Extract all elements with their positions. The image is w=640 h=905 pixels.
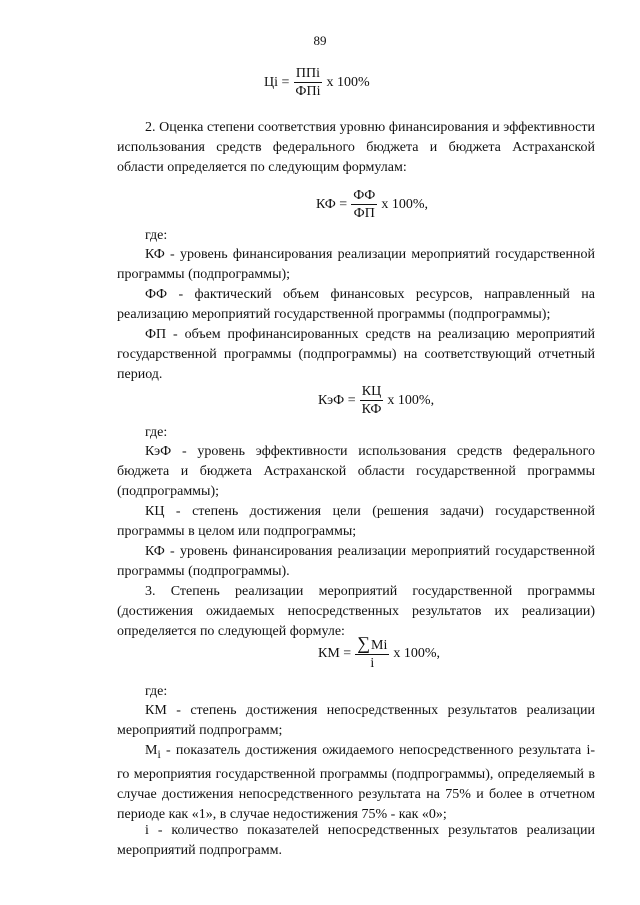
formula-numerator: КЦ <box>361 384 382 399</box>
formula-lhs: Цi = <box>264 74 290 90</box>
formula-numerator: ФФ <box>353 188 376 203</box>
page-number: 89 <box>313 33 327 48</box>
formula-denominator: КФ <box>361 402 382 417</box>
formula-tail: x 100%, <box>393 645 441 661</box>
definition-ff: ФФ - фактический объем финансовых ресурсов, направленный на реализацию мероприятий государственной программы (подпрограммы); <box>117 287 595 322</box>
mi-symbol: M <box>145 743 158 758</box>
formula-fraction <box>355 633 389 671</box>
formula-fraction <box>293 66 322 99</box>
where-label-1: где: <box>145 228 168 243</box>
mi-definition-text: - показатель достижения ожидаемого непосредственного результата i-го мероприятия государственной программы (подпрограммы), определяемый в случае достижения непосредственного результата на 75% и более в отчетном периоде как «1», в случае недостижения 75% - как «0»; <box>117 743 595 822</box>
formula-fraction <box>351 188 377 221</box>
formula-kf <box>316 188 428 221</box>
numerator-term: Mi <box>371 638 388 653</box>
paragraph-3-intro: 3. Степень реализации мероприятий государственной программы (достижения ожидаемых непосредственных результатов их реализации) определяется по следующей формуле: <box>117 584 595 639</box>
definition-i: i - количество показателей непосредственных результатов реализации мероприятий подпрограмм. <box>117 823 595 858</box>
mi-subscript: i <box>157 747 161 761</box>
definition-kf: КФ - уровень финансирования реализации мероприятий государственной программы (подпрограммы); <box>117 247 595 282</box>
formula-fraction <box>360 384 384 417</box>
formula-tail: x 100%, <box>387 392 435 408</box>
formula-lhs: КэФ = <box>318 392 356 408</box>
where-label-2: где: <box>145 425 168 440</box>
formula-lhs: КФ = <box>316 196 348 212</box>
paragraph-2-intro: 2. Оценка степени соответствия уровню финансирования и эффективности использования средств федерального бюджета и бюджета Астраханской области определяется по следующим формулам: <box>117 120 595 175</box>
formula-tail: x 100%, <box>381 196 428 212</box>
definition-kf-2: КФ - уровень финансирования реализации мероприятий государственной программы (подпрограммы). <box>117 544 595 579</box>
formula-lhs: КМ = <box>318 645 352 661</box>
definition-mi <box>117 741 595 825</box>
formula-km <box>318 633 441 671</box>
formula-kef <box>318 384 434 417</box>
formula-tail: x 100% <box>326 74 370 90</box>
definition-kc: КЦ - степень достижения цели (решения задачи) государственной программы в целом или подпрограммы; <box>117 504 595 539</box>
sum-symbol: ∑ <box>357 633 371 653</box>
definition-kef: КэФ - уровень эффективности использования средств федерального бюджета и бюджета Астраханской области государственной программы (подпрограммы); <box>117 444 595 499</box>
formula-numerator: ППi <box>295 66 320 81</box>
formula-denominator: ФП <box>353 206 375 221</box>
where-label-3: где: <box>145 684 168 699</box>
formula-denominator: ФПi <box>295 84 321 99</box>
formula-denominator: i <box>370 656 375 671</box>
formula-numerator <box>355 633 389 655</box>
formula-ci <box>264 66 370 99</box>
definition-fp: ФП - объем профинансированных средств на реализацию мероприятий государственной программы (подпрограммы) на соответствующий отчетный период. <box>117 327 595 382</box>
definition-km: КМ - степень достижения непосредственных результатов реализации мероприятий подпрограмм; <box>117 703 595 738</box>
